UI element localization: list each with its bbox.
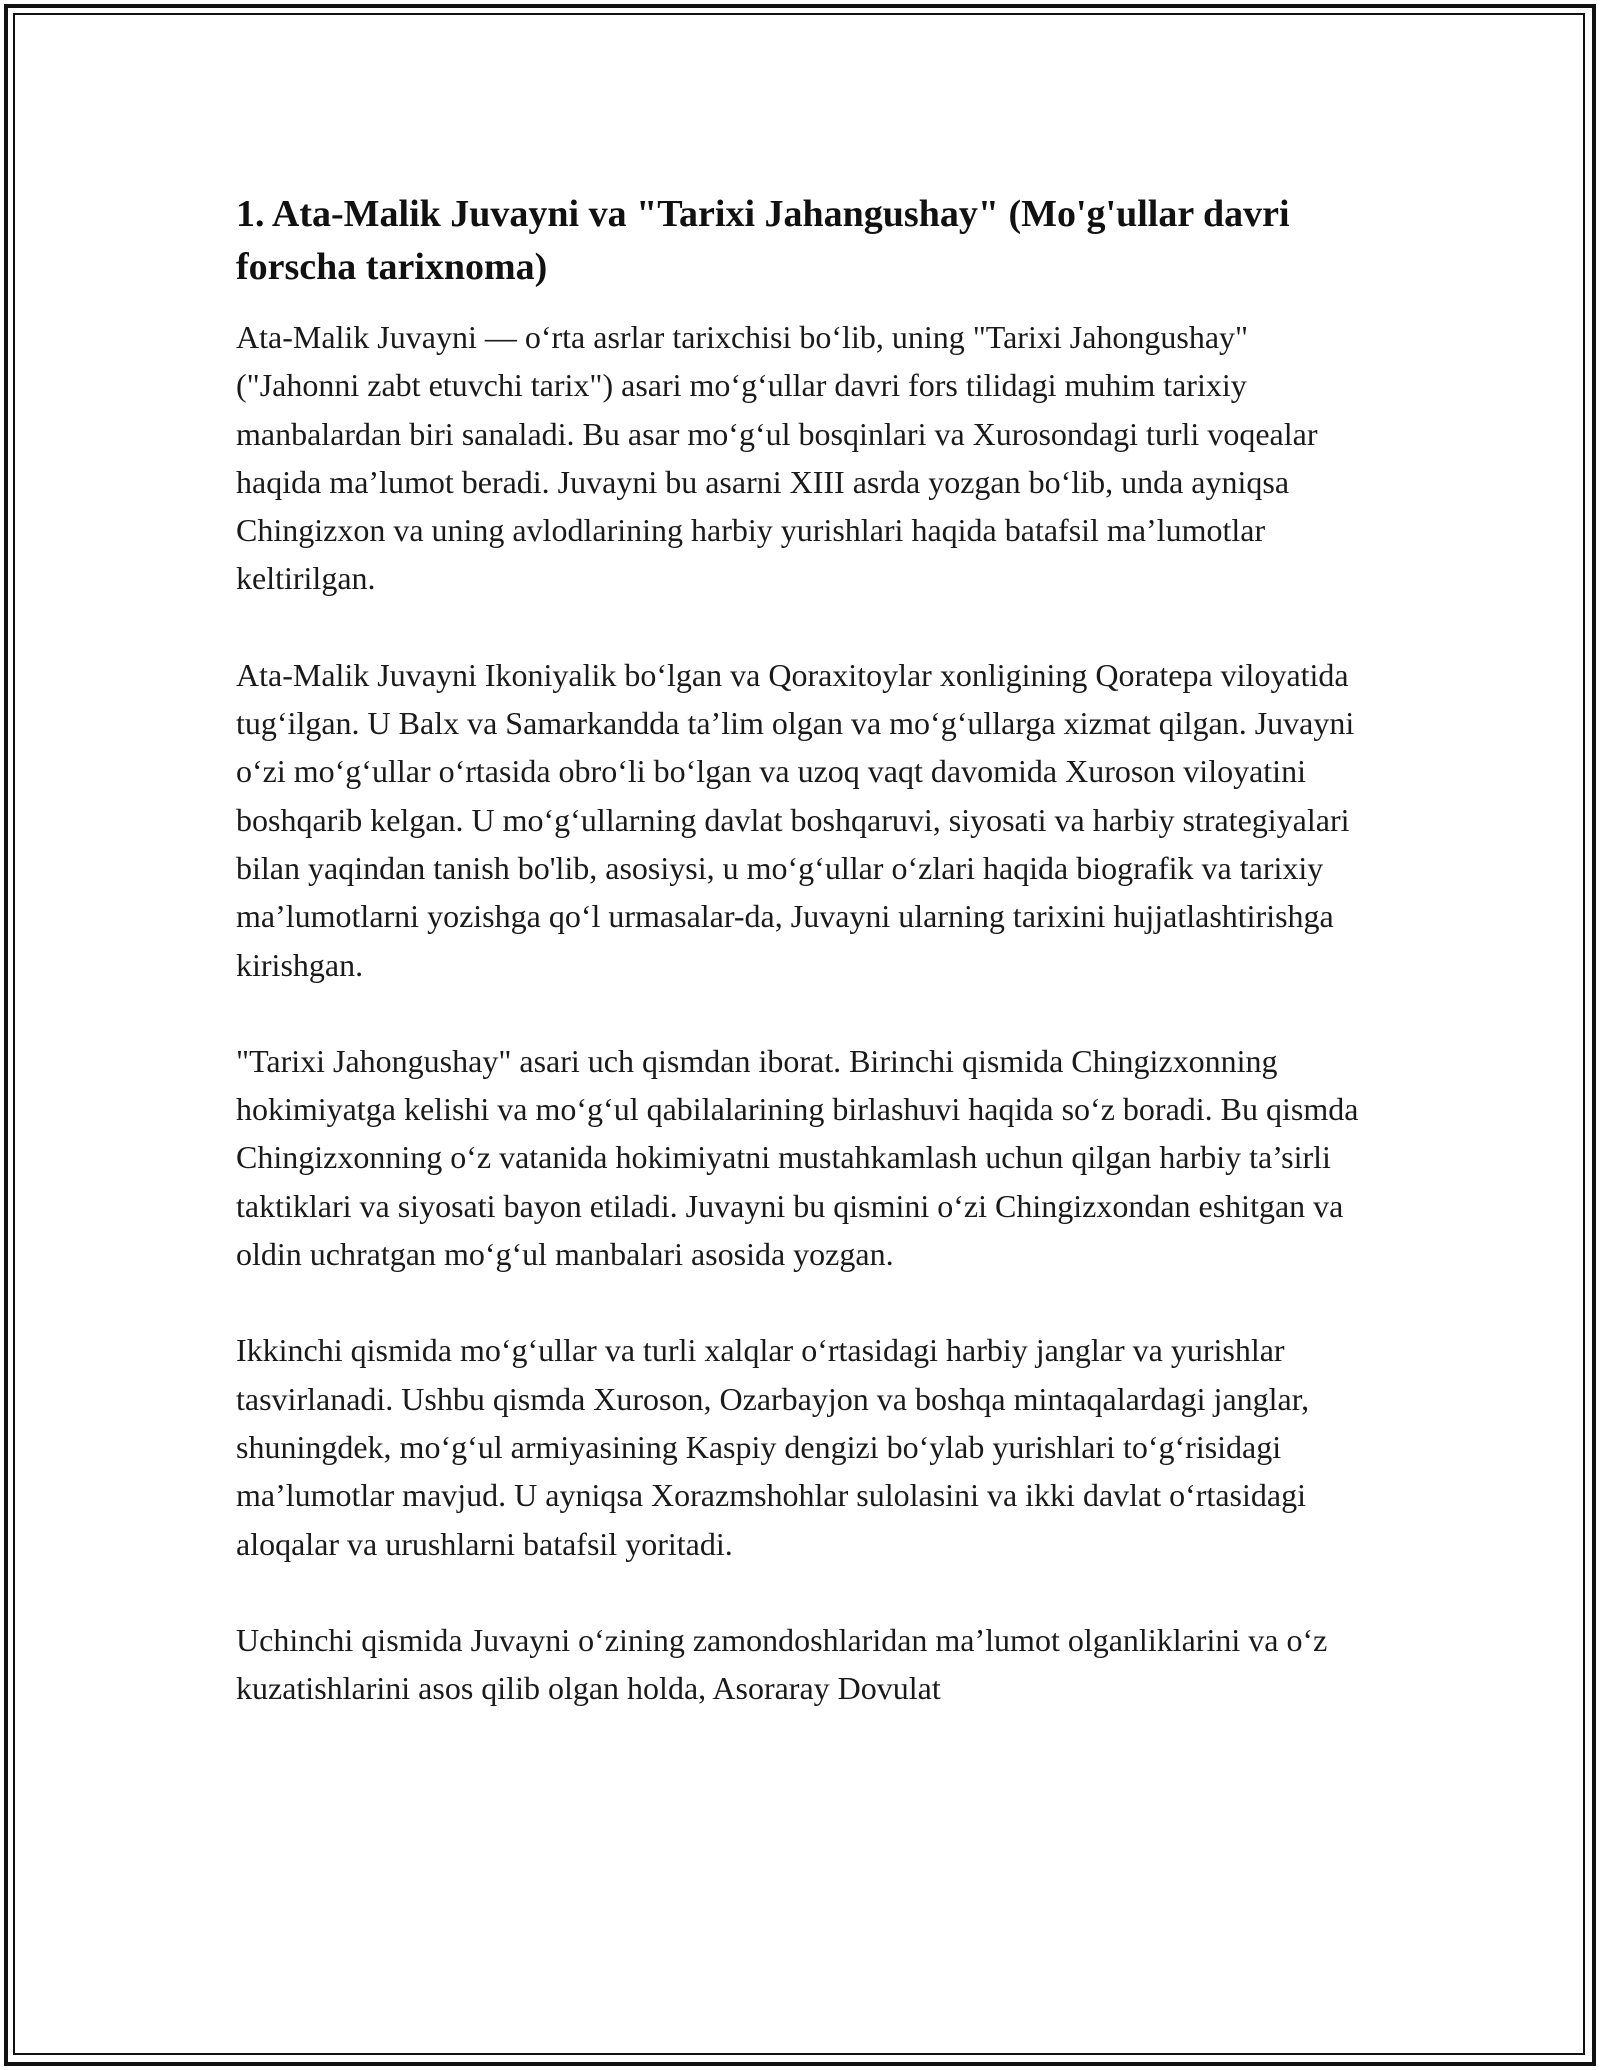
paragraph-part-two: Ikkinchi qismida mo‘g‘ullar va turli xalqlar o‘rtasidagi harbiy janglar va yurishlar tasvirlanadi. Ushbu qismda Xuroson, Ozarbayjon va boshqa mintaqalardagi janglar, shuningdek, mo‘g‘ul armiyasining Kaspiy dengizi bo‘ylab yurishlari to‘g‘risidagi ma’lumotlar mavjud. U ayniqsa Xorazmshohlar sulolasini va ikki davlat o‘rtasidagi aloqalar va urushlarni batafsil yoritadi. — [236, 1332, 1310, 1562]
paragraph-biography: Ata-Malik Juvayni Ikoniyalik bo‘lgan va Qoraxitoylar xonligining Qoratepa viloyatida tug‘ilgan. U Balx va Samarkandda ta’lim olgan va mo‘g‘ullarga xizmat qilgan. Juvayni o‘zi mo‘g‘ullar o‘rtasida obro‘li bo‘lgan va uzoq vaqt davomida Xuroson viloyatini boshqarib kelgan. U mo‘g‘ullarning davlat boshqaruvi, siyosati va harbiy strategiyalari bilan yaqindan tanish bo'lib, asosiysi, u mo‘g‘ullar o‘zlari haqida biografik va tarixiy ma’lumotlarni yozishga qo‘l urmasalar-da, Juvayni ularning tarixini hujjatlashtirishga kirishgan. — [236, 656, 1355, 983]
document-body — [236, 188, 1371, 1712]
paragraph-intro: Ata-Malik Juvayni — o‘rta asrlar tarixchisi bo‘lib, uning "Tarixi Jahongushay" ("Jahonni zabt etuvchi tarix") asari mo‘g‘ullar davri fors tilidagi muhim tarixiy manbalardan biri sanaladi. Bu asar mo‘g‘ul bosqinlari va Xurosondagi turli voqealar haqida ma’lumot beradi. Juvayni bu asarni XIII asrda yozgan bo‘lib, unda ayniqsa Chingizxon va uning avlodlarining harbiy yurishlari haqida batafsil ma’lumotlar keltirilgan. — [236, 319, 1318, 597]
paragraph-part-three: Uchinchi qismida Juvayni o‘zining zamondoshlaridan ma’lumot olganliklarini va o‘z kuzatishlarini asos qilib olgan holda, Asoraray Dovulat — [236, 1621, 1328, 1707]
section-heading: 1. Ata-Malik Juvayni va "Tarixi Jahangushay" (Mo'g'ullar davri forscha tarixnoma) — [236, 193, 1290, 288]
paragraph-part-one: "Tarixi Jahongushay" asari uch qismdan iborat. Birinchi qismida Chingizxonning hokimiyatga kelishi va mo‘g‘ul qabilalarining birlashuvi haqida so‘z boradi. Bu qismda Chingizxonning o‘z vatanida hokimiyatni mustahkamlash uchun qilgan harbiy ta’sirli taktiklari va siyosati bayon etiladi. Juvayni bu qismini o‘zi Chingizxondan eshitgan va oldin uchratgan mo‘g‘ul manbalari asosida yozgan. — [236, 1042, 1359, 1273]
